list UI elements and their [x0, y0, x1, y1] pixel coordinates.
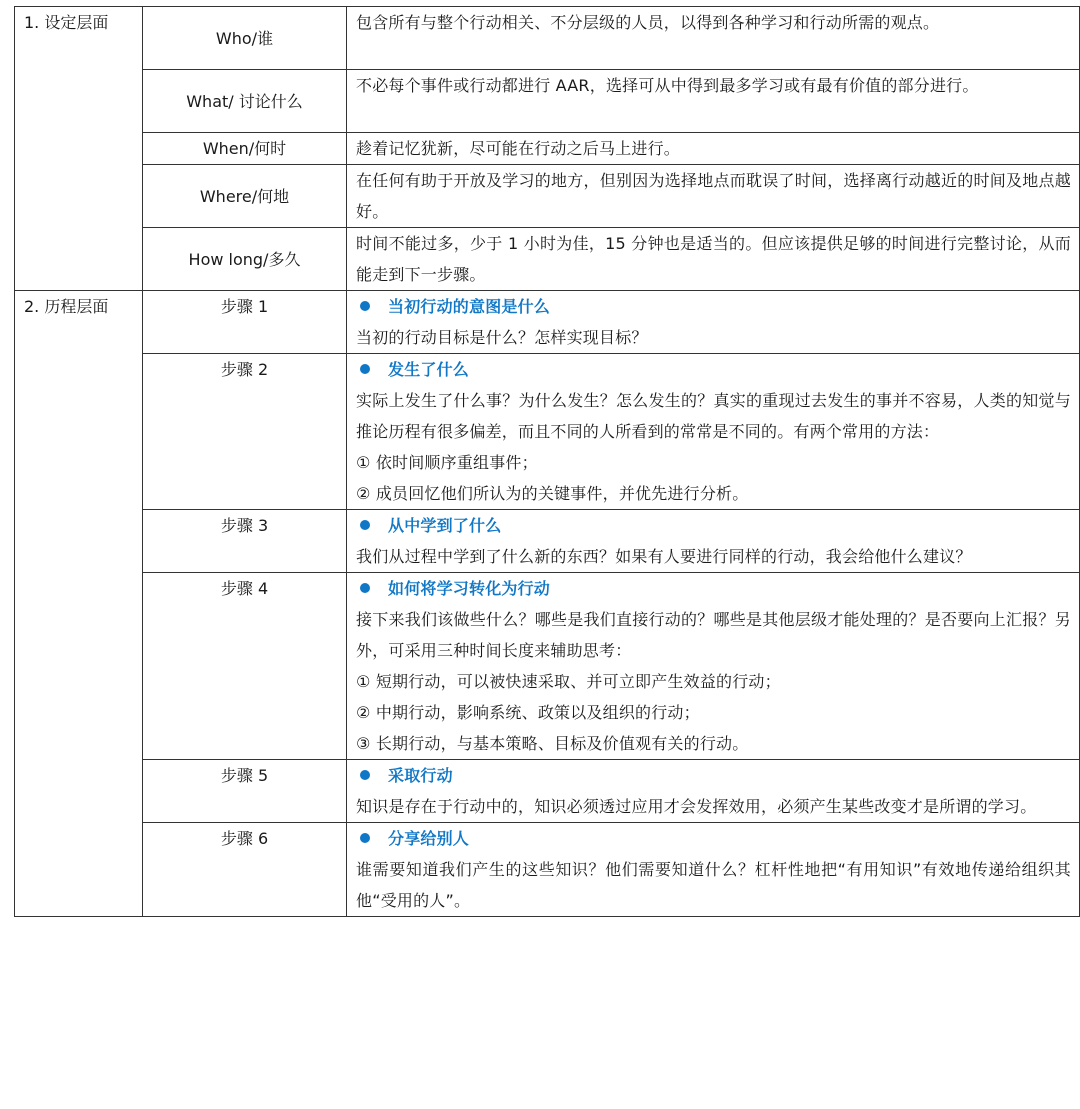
bullet-icon — [360, 583, 370, 593]
table-row — [15, 228, 1080, 291]
step-line: ② 成员回忆他们所认为的关键事件，并优先进行分析。 — [356, 484, 749, 503]
description-cell: 包含所有与整个行动相关、不分层级的人员，以得到各种学习和行动所需的观点。 — [347, 7, 1080, 70]
step-line: ② 中期行动，影响系统、政策以及组织的行动； — [356, 703, 700, 722]
aspect-label: What/ 讨论什么 — [143, 70, 347, 133]
phase-label: 1. 设定层面 — [15, 7, 143, 291]
step-line: ① 短期行动，可以被快速采取、并可立即产生效益的行动； — [356, 672, 781, 691]
step-line: 我们从过程中学到了什么新的东西？如果有人要进行同样的行动，我会给他什么建议？ — [356, 547, 972, 566]
step-title: 采取行动 — [388, 766, 453, 785]
step-description-cell — [347, 291, 1080, 354]
step-line: 实际上发生了什么事？为什么发生？怎么发生的？真实的重现过去发生的事并不容易，人类的知觉与推论历程有很多偏差，而且不同的人所看到的常常是不同的。有两个常用的方法： — [356, 391, 1071, 441]
step-title: 当初行动的意图是什么 — [388, 297, 551, 316]
step-line: ① 依时间顺序重组事件； — [356, 453, 538, 472]
bullet-icon — [360, 301, 370, 311]
step-title: 分享给别人 — [388, 829, 470, 848]
step-line: 谁需要知道我们产生的这些知识？他们需要知道什么？杠杆性地把“有用知识”有效地传递给组织其他“受用的人”。 — [356, 860, 1071, 910]
step-label: 步骤 2 — [143, 354, 347, 510]
bullet-icon — [360, 364, 370, 374]
step-title: 发生了什么 — [388, 360, 470, 379]
step-heading — [356, 354, 1071, 385]
aspect-label: Who/谁 — [143, 7, 347, 70]
table-row — [15, 510, 1080, 573]
step-label: 步骤 3 — [143, 510, 347, 573]
description-cell: 在任何有助于开放及学习的地方，但别因为选择地点而耽误了时间，选择离行动越近的时间及地点越好。 — [347, 165, 1080, 228]
step-description-cell — [347, 760, 1080, 823]
phase-label: 2. 历程层面 — [15, 291, 143, 917]
step-description-cell — [347, 573, 1080, 760]
table-row — [15, 760, 1080, 823]
table-row — [15, 573, 1080, 760]
bullet-icon — [360, 770, 370, 780]
aspect-label: Where/何地 — [143, 165, 347, 228]
bullet-icon — [360, 520, 370, 530]
step-label: 步骤 1 — [143, 291, 347, 354]
aspect-label: How long/多久 — [143, 228, 347, 291]
step-description-cell — [347, 823, 1080, 917]
step-description-cell — [347, 510, 1080, 573]
table-row — [15, 823, 1080, 917]
table-row — [15, 7, 1080, 70]
step-heading — [356, 823, 1071, 854]
step-line: 知识是存在于行动中的，知识必须透过应用才会发挥效用，必须产生某些改变才是所谓的学习。 — [356, 797, 1037, 816]
description-cell: 时间不能过多，少于 1 小时为佳，15 分钟也是适当的。但应该提供足够的时间进行完整讨论，从而能走到下一步骤。 — [347, 228, 1080, 291]
step-title: 如何将学习转化为行动 — [388, 579, 551, 598]
step-heading — [356, 573, 1071, 604]
table-row — [15, 291, 1080, 354]
aar-table — [14, 6, 1080, 917]
step-line: ③ 长期行动，与基本策略、目标及价值观有关的行动。 — [356, 734, 749, 753]
step-line: 当初的行动目标是什么？怎样实现目标？ — [356, 328, 648, 347]
bullet-icon — [360, 833, 370, 843]
table-row — [15, 354, 1080, 510]
step-description-cell — [347, 354, 1080, 510]
step-title: 从中学到了什么 — [388, 516, 502, 535]
step-line: 接下来我们该做些什么？哪些是我们直接行动的？哪些是其他层级才能处理的？是否要向上汇报？另外，可采用三种时间长度来辅助思考： — [356, 610, 1071, 660]
aspect-label: When/何时 — [143, 133, 347, 165]
step-label: 步骤 5 — [143, 760, 347, 823]
step-heading — [356, 510, 1071, 541]
table-row — [15, 133, 1080, 165]
table-row — [15, 165, 1080, 228]
step-heading — [356, 760, 1071, 791]
step-label: 步骤 6 — [143, 823, 347, 917]
description-cell: 不必每个事件或行动都进行 AAR，选择可从中得到最多学习或有最有价值的部分进行。 — [347, 70, 1080, 133]
description-cell: 趁着记忆犹新，尽可能在行动之后马上进行。 — [347, 133, 1080, 165]
step-heading — [356, 291, 1071, 322]
table-row — [15, 70, 1080, 133]
step-label: 步骤 4 — [143, 573, 347, 760]
